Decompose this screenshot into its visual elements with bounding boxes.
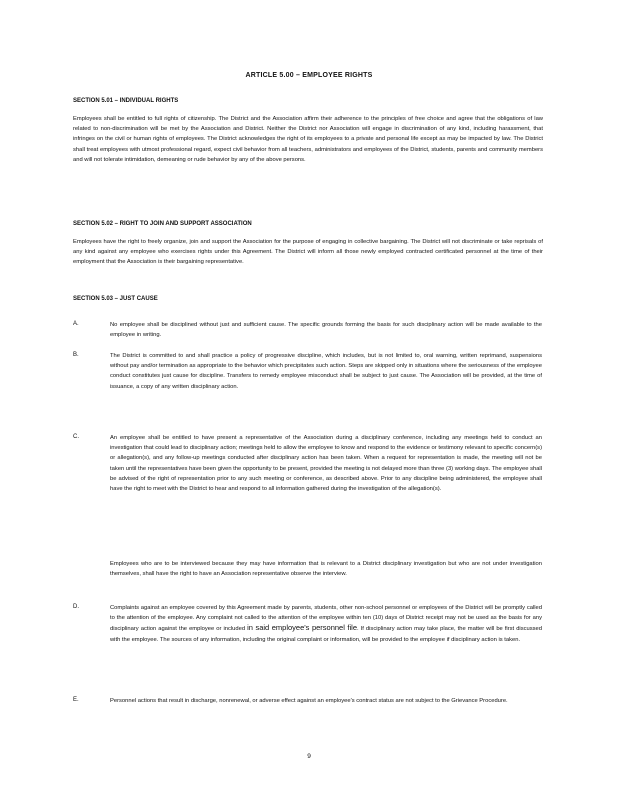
section-text-5-01: Employees shall be entitled to full rights of citizenship. The District and the Association affirm their adherence to the principles of free choice and agree that the obligations of law related to non-discrimination will be met by the Association and District. Neither the District nor Association will engage in discrimination of any kind, including harassment, that infringes on the civil or human rights of employees. The District acknowledges the right of its employees to a private and personal life except as may be impacted by law. The District shall treat employees with utmost professional regard, expect civil behavior from all teachers, administrators and employees of the District, students, parents and community members and will not tolerate intimidation, demeaning or rude behavior by any of the above persons. xyxy=(73,116,543,163)
item-text-d-part1: Complaints against an employee covered by this Agreement made by parents, students, other non-school personnel or employees of the District will be promptly called to the attention of the employee. Any complaint not called to the attention of the employee within ten (10) days of District receipt may not be used as the basis for any disciplinary action against the employee or included xyxy=(110,605,542,633)
item-label-d: D. xyxy=(73,604,79,610)
item-text-a: No employee shall be disciplined without just and sufficient cause. The specific grounds forming the basis for such disciplinary action will be made available to the employee in writing. xyxy=(110,322,542,339)
article-title: ARTICLE 5.00 – EMPLOYEE RIGHTS xyxy=(245,72,373,79)
item-text-e: Personnel actions that result in discharge, nonrenewal, or adverse effect against an employee's contract status are not subject to the Grievance Procedure. xyxy=(110,698,508,704)
item-label-a: A. xyxy=(73,321,79,327)
section-heading-5-02: SECTION 5.02 – RIGHT TO JOIN AND SUPPORT ASSOCIATION xyxy=(73,221,252,227)
section-heading-5-01: SECTION 5.01 – INDIVIDUAL RIGHTS xyxy=(73,98,179,104)
item-text-c-2: Employees who are to be interviewed because they may have information that is relevant to a District disciplinary investigation but who are not under investigation themselves, shall have the right to have an Association representative observe the interview. xyxy=(110,561,542,578)
page-number: 9 xyxy=(307,753,311,760)
section-text-5-02: Employees have the right to freely organize, join and support the Association for the purpose of engaging in collective bargaining. The District will not discriminate or take reprisals of any kind against any employee who exercises rights under this Agreement. The District will inform all those newly employed contracted certificated personnel at the time of their employment that the Association is their bargaining representative. xyxy=(73,239,543,266)
item-text-c: An employee shall be entitled to have present a representative of the Association during a disciplinary conference, including any meetings held to conduct an investigation that could lead to disciplinary action; meetings held to allow the employee to know and respond to the evidence or testimony relevant to specific concern(s) or allegation(s), and any follow-up meetings conducted after disciplinary action has been taken. When a request for representation is made, the meeting will not be taken until the representatives have been given the opportunity to be present, provided the meeting is not delayed more than three (3) working days. The employee shall be advised of the right of representation prior to any such meeting or conference, as described above. Prior to any discipline being administered, the employee shall have the right to meet with the District to hear and respond to all information gathered during the investigation of the allegation(s). xyxy=(110,435,542,493)
item-text-d xyxy=(110,603,542,645)
item-text-d-emphasis: in said employee's personnel file xyxy=(247,623,357,633)
item-label-b: B. xyxy=(73,352,79,358)
section-heading-5-03: SECTION 5.03 – JUST CAUSE xyxy=(73,296,158,302)
item-label-c: C. xyxy=(73,434,79,440)
item-text-d-part2: . If disciplinary action may take place, the matter will be first discussed with the employee. The sources of any information, including the original complaint or information, will be provided to the employee if disciplinary action is taken. xyxy=(110,626,542,643)
item-label-e: E. xyxy=(73,697,79,703)
item-text-b: The District is committed to and shall practice a policy of progressive discipline, which includes, but is not limited to, oral warning, written reprimand, suspensions without pay and/or termination as appropriate to the behavior which precipitates such action. Steps are skipped only in situations where the seriousness of the employee conduct constitutes just cause for discipline. Transfers to remedy employee misconduct shall be subject to just cause. The Association will be provided, at the time of issuance, a copy of any written disciplinary action. xyxy=(110,353,542,390)
